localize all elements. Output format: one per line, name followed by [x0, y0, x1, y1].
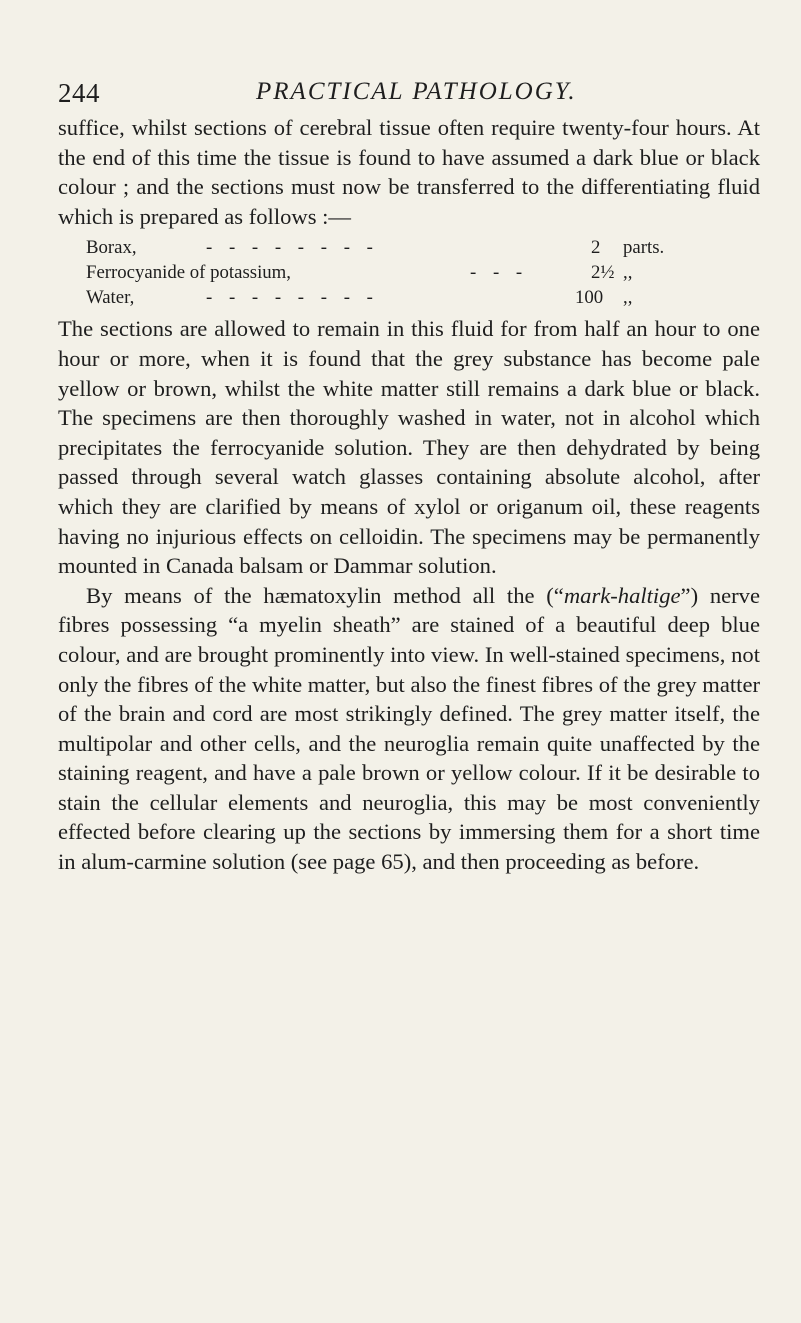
recipe-unit: ,, — [623, 262, 633, 284]
leader-dots: - - - - - - - - — [206, 237, 379, 259]
running-head: PRACTICAL PATHOLOGY. — [256, 78, 577, 105]
recipe-row-borax — [58, 235, 760, 260]
recipe-quantity: 2½ — [591, 262, 615, 284]
leader-dots: - - - — [470, 262, 529, 284]
recipe-row-ferrocyanide — [58, 260, 760, 285]
paragraph-1: suffice, whilst sections of cerebral tissue often require twenty-four hours. At the end of this time the tissue is found to have assumed a dark blue or black colour ; and the sections must now be transferred to the differentiating fluid which is prepared as follows :— — [58, 115, 760, 229]
paragraph-2: The sections are allowed to remain in this fluid for from half an hour to one hour or more, when it is found that the grey substance has become pale yellow or brown, whilst the white matter still remains a dark blue or black. The specimens are then thoroughly washed in water, not in alcohol which precipitates the ferrocyanide solution. They are then dehydrated by being passed through several watch glasses containing absolute alcohol, after which they are clarified by means of xylol or origanum oil, these reagents having no injurious effects on celloidin. The specimens may be permanently mounted in Canada balsam or Dammar solution. — [58, 316, 760, 579]
recipe-table — [58, 235, 760, 310]
recipe-ingredient: Borax, — [86, 237, 137, 259]
leader-dots: - - - - - - - - — [206, 287, 379, 309]
recipe-ingredient: Water, — [86, 287, 135, 309]
paragraph-3-italic: mark-haltige — [563, 582, 681, 608]
recipe-ingredient: Ferrocyanide of potassium, — [86, 262, 291, 284]
paragraph-3-text-a: By means of the hæmatoxylin method all the (“ — [86, 582, 564, 608]
body-text — [58, 113, 760, 877]
recipe-quantity: 2 — [591, 237, 601, 259]
recipe-unit: parts. — [623, 237, 665, 259]
page-header — [58, 78, 758, 118]
paragraph-3 — [58, 581, 760, 877]
paragraph-3-text-b: ”) nerve fibres possessing “a myelin sheath” are stained of a beautiful deep blue colour, and are brought prominently into view. In well-stained specimens, not only the fibres of the white matter, but also the finest fibres of the grey matter of the brain and cord are most strikingly defined. The grey matter itself, the multipolar and other cells, and the neuroglia remain quite unaffected by the staining reagent, and have a pale brown or yellow colour. If it be desirable to stain the cellular elements and neuroglia, this may be most conveniently effected before clearing up the sections by immersing them for a short time in alum-carmine solution (see page 65), and then proceeding as before. — [58, 582, 760, 875]
recipe-row-water — [58, 285, 760, 310]
page-number: 244 — [58, 78, 100, 108]
recipe-unit: ,, — [623, 287, 633, 309]
recipe-quantity: 100 — [575, 287, 604, 309]
